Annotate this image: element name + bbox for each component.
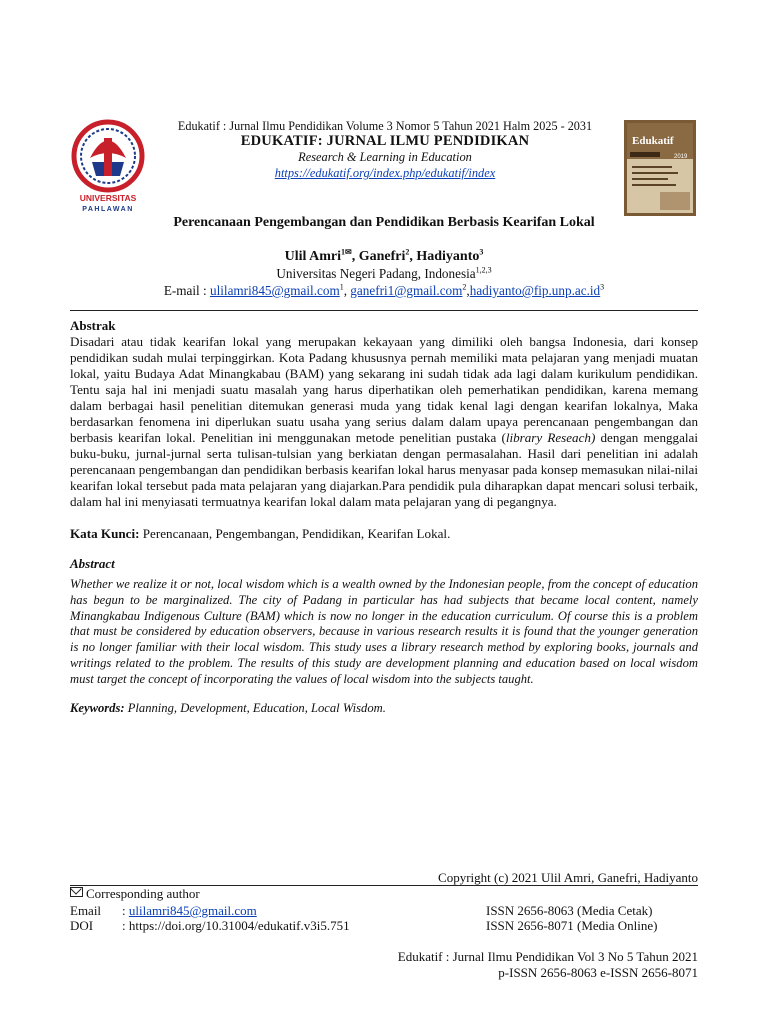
copyright-notice: Copyright (c) 2021 Ulil Amri, Ganefri, Hadiyanto [438,870,698,885]
author-email-link[interactable]: ulilamri845@gmail.com [209,283,340,298]
author-name: Ganefri [358,249,406,264]
logo-text-pahlawan: PAHLAWAN [82,206,134,213]
cover-year: 2019 [674,154,688,160]
author-sup: 1✉ [341,247,352,257]
cover-title: Edukatif [632,135,674,147]
affiliation-name: Universitas Negeri Padang, Indonesia [276,266,476,281]
abstrak-body [70,334,698,511]
author-name: Ulil Amri [284,249,341,264]
corresponding-author [70,886,200,902]
journal-url-link[interactable]: https://edukatif.org/index.php/edukatif/index [274,166,496,180]
footer-email-label: Email [70,903,102,918]
abstrak-text-cont: dengan menggalai buku-buku, jurnal-jurnal serta tulisan-tulsian yang berkiatan dengan permasalahan. Hasil dari penelitian ini adalah perencanaan pengembangan dan pendidikan berbasis kearifan lokal harus menyasar pada konsep memasukan nilai-nilai kearifan lokal tersebut pada mata pelajaran yang diajarkan.Para pendidik pula diharapkan dapat mencari solusi terbaik, dalam hal ini menyiasati termuatnya kearifan lokal dalam mata pelajaran yang di pegangnya. [70,430,698,510]
author-sup: 2 [405,247,410,257]
footer-doi[interactable]: : https://doi.org/10.31004/edukatif.v3i5.751 [122,918,350,933]
footer-email-link[interactable]: ulilamri845@gmail.com [128,903,257,918]
abstrak-text: Disadari atau tidak kearifan lokal yang merupakan kekayaan yang dimiliki oleh bangsa Indonesia, dari konsep pendidikan sudah mulai terpinggirkan. Kota Padang khususnya pernah memiliki mata pelajaran yang menjadi muatan lokal, yaitu Budaya Adat Minangkabau (BAM) yang sekarang ini sudah tidak ada lagi dalam kurikulum pendidikan. Tentu saja hal ini menjadi suatu masalah yang harus diperhatikan oleh pemerhatikan pendidikan, karena memang dalam berbagai hasil penelitian ditemukan generasi muda yang tidak kenal lagi dengan kearifan lokalnya, Maka berdasarkan fenomena ini diperlukan suatu usaha yang serius dalam dalam upaya perencanaan pengembangan dan berbasis kearifan lokal. Penelitian ini menggunakan metode penelitian pustaka ( [70,334,698,446]
journal-subtitle: Research & Learning in Education [298,150,472,164]
issn-print: ISSN 2656-8063 (Media Cetak) [486,903,653,918]
email-sup: 1 [339,282,344,292]
issn-footer: p-ISSN 2656-8063 e-ISSN 2656-8071 [498,965,698,980]
email-sup: 3 [600,282,605,292]
keywords [70,701,698,716]
divider-top [70,310,698,311]
envelope-icon [70,887,83,897]
journal-cover-image [624,120,696,216]
corresponding-label: Corresponding author [86,886,200,901]
kata-kunci [70,526,698,542]
kata-kunci-values: Perencanaan, Pengembangan, Pendidikan, Kearifan Lokal. [139,526,451,541]
journal-footer: Edukatif : Jurnal Ilmu Pendidikan Vol 3 No 5 Tahun 2021 [397,949,698,964]
issn-online: ISSN 2656-8071 (Media Online) [486,918,658,933]
footer-email [122,903,257,919]
paper-title: Perencanaan Pengembangan dan Pendidikan Berbasis Kearifan Lokal [173,215,595,230]
footer-doi-label: DOI [70,918,94,933]
kata-kunci-label: Kata Kunci: [70,526,140,541]
keywords-label: Keywords: [70,701,125,715]
email-sup: 2 [462,282,467,292]
abstract-body: Whether we realize it or not, local wisdom which is a wealth owned by the Indonesian people, from the concept of education has begun to be marginalized. The city of Padang in particular has had subjects that became local content, namely Minangkabau Indigenous Culture (BAM) which is now no longer in the education curriculum. Of course this is a problem that must be considered by education observers, because in various research results it is found that the younger generation is no longer familiar with their local wisdom. This study uses a library research method by exploring books, journals and writings related to the problem. The results of this study are development planning and education based on local wisdom must target the concept of incorporating the values of local wisdom into the subjects taught. [70,577,698,686]
author-sup: 3 [479,247,484,257]
logo-text-universitas: UNIVERSITAS [79,193,137,203]
abstract-heading: Abstract [70,556,115,571]
affiliation-sup: 1,2,3 [475,265,492,275]
affiliation [70,266,698,282]
author-list: Ulil Amri$^{1✉}$, Ganefri$^2$, Hadiyanto$^3$ [284,247,484,264]
footer-email-sep: : [122,903,129,918]
email-label: E-mail : [163,283,210,298]
author-email-link[interactable]: hadiyanto@fip.unp.ac.id [469,283,601,298]
author-name: Hadiyanto [416,249,480,264]
abstrak-italic-term: library Reseach) [505,430,596,446]
abstrak-heading: Abstrak [70,318,116,333]
author-email-link[interactable]: ganefri1@gmail.com [350,283,463,298]
journal-volume-line: Edukatif : Jurnal Ilmu Pendidikan Volume 3 Nomor 5 Tahun 2021 Halm 2025 - 2031 [177,119,593,133]
journal-title: EDUKATIF: JURNAL ILMU PENDIDIKAN [240,133,530,149]
keywords-values: Planning, Development, Education, Local Wisdom. [124,701,386,715]
author-emails: E-mail : ulilamri845@gmail.com$^1$, $ganefri1@gmail.com^2,hadiyanto@fip.unp.ac.id^3$ [163,282,605,298]
journal-url-line [140,166,630,181]
university-logo [70,118,146,218]
